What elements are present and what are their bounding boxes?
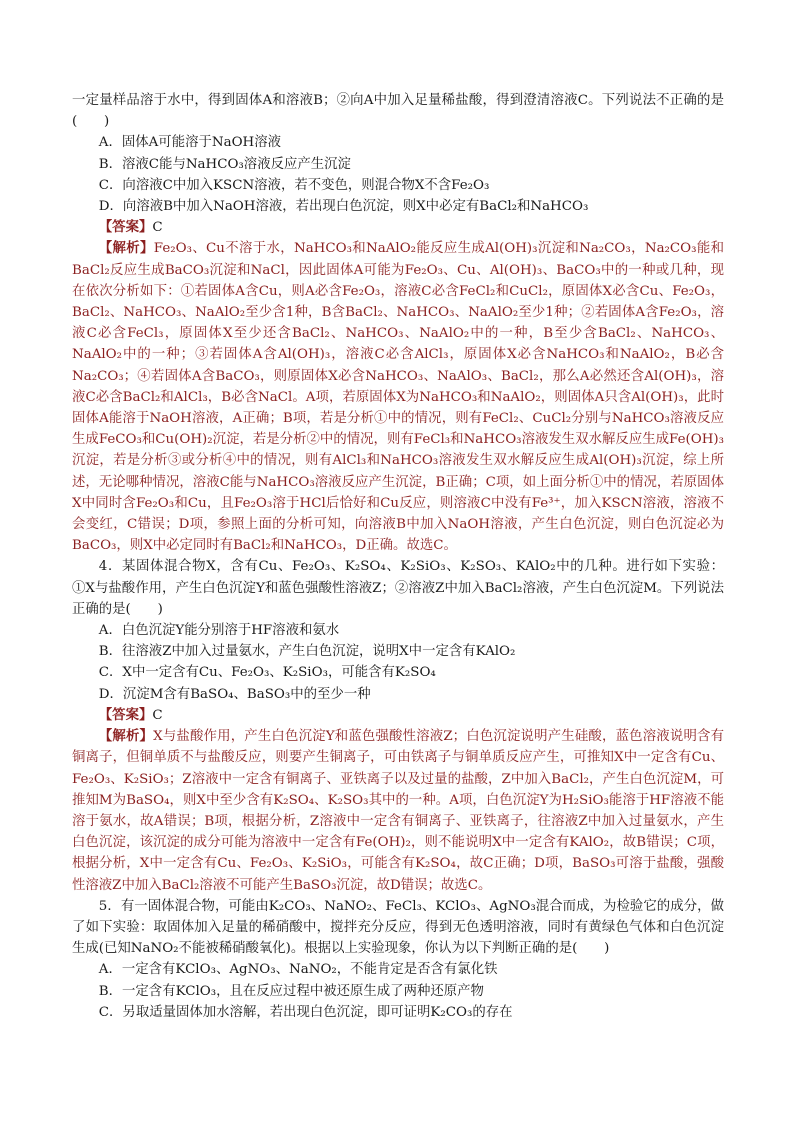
q5-option-c: C．另取适量固体加水溶解，若出现白色沉淀，即可证明K₂CO₃的存在 xyxy=(98,1004,513,1020)
q4-option-a: A．白色沉淀Y能分别溶于HF溶液和氨水 xyxy=(98,623,340,639)
q4-answer xyxy=(72,705,724,726)
analysis-label: 【解析】 xyxy=(98,728,154,745)
q4-analysis xyxy=(72,726,724,896)
q3-stem-continued: 一定量样品溶于水中，得到固体A和溶液B；②向A中加入足量稀盐酸，得到澄清溶液C。下列说法不正确的是( ) xyxy=(72,93,724,130)
q5-option-a: A．一定含有KClO₃、AgNO₃、NaNO₂，不能肯定是否含有氯化铁 xyxy=(98,962,498,978)
q4-option-d: D．沉淀M含有BaSO₄、BaSO₃中的至少一种 xyxy=(98,686,371,702)
answer-value: C xyxy=(152,220,163,236)
analysis-text: X与盐酸作用，产生白色沉淀Y和蓝色强酸性溶液Z；白色沉淀说明产生硅酸，蓝色溶液说明含有铜离子，但铜单质不与盐酸反应，则要产生铜离子，可由铁离子与铜单质反应产生，可推知X中一定含有Cu、Fe₂O₃、K₂SiO₃；Z溶液中一定含有铜离子、亚铁离子以及过量的盐酸，Z中加入BaCl₂，产生白色沉淀M，可推知M为BaSO₄，则X中至少含有K₂SO₄、K₂SO₃其中的一种。A项，白色沉淀Y为H₂SiO₃能溶于HF溶液不能溶于氨水，故A错误；B项，根据分析，Z溶液中一定含有铜离子、亚铁离子，往溶液Z中加入过量氨水，产生白色沉淀，该沉淀的成分可能为溶液中一定含有Fe(OH)₂，则不能说明X中一定含有KAlO₂，故B错误；C项，根据分析，X中一定含有Cu、Fe₂O₃、K₂SiO₃，可能含有K₂SO₄，故C正确；D项，BaSO₃可溶于盐酸，强酸性溶液Z中加入BaCl₂溶液不可能产生BaSO₃沉淀，故D错误；故选C。 xyxy=(72,729,724,893)
answer-label: 【答案】 xyxy=(98,706,153,723)
q5-stem: 5．有一固体混合物，可能由K₂CO₃、NaNO₂、FeCl₃、KClO₃、AgNO₃混合而成，为检验它的成分，做了如下实验：取固体加入足量的稀硝酸中，搅拌充分反应，得到无色透明溶液，同时有黄绿色气体和白色沉淀生成(已知NaNO₂不能被稀硝酸氧化)。根据以上实验现象，你认为以下判断正确的是( ) xyxy=(72,898,724,957)
q3-answer xyxy=(72,217,724,238)
q4-option-c: C．X中一定含有Cu、Fe₂O₃、K₂SiO₃，可能含有K₂SO₄ xyxy=(98,665,436,681)
document-page xyxy=(72,90,724,1023)
q3-option-b: B．溶液C能与NaHCO₃溶液反应产生沉淀 xyxy=(98,156,351,172)
q4-option-b: B．往溶液Z中加入过量氨水，产生白色沉淀，说明X中一定含有KAlO₂ xyxy=(98,644,516,660)
q5-option-b: B．一定含有KClO₃，且在反应过程中被还原生成了两种还原产物 xyxy=(98,983,484,999)
analysis-label: 【解析】 xyxy=(98,240,154,257)
q4-stem: 4．某固体混合物X，含有Cu、Fe₂O₃、K₂SO₄、K₂SiO₃、K₂SO₃、KAlO₂中的几种。进行如下实验：①X与盐酸作用，产生白色沉淀Y和蓝色强酸性溶液Z；②溶液Z中加入BaCl₂溶液，产生白色沉淀M。下列说法正确的是( ) xyxy=(72,559,724,617)
q3-analysis xyxy=(72,238,724,556)
analysis-text: Fe₂O₃、Cu不溶于水，NaHCO₃和NaAlO₂能反应生成Al(OH)₃沉淀和Na₂CO₃，Na₂CO₃能和BaCl₂反应生成BaCO₃沉淀和NaCl，因此固体A可能为Fe₂O₃、Cu、Al(OH)₃、BaCO₃中的一种或几种，现在依次分析如下：①若固体A含Cu，则A必含Fe₂O₃，溶液C必含FeCl₂和CuCl₂，原固体X必含Cu、Fe₂O₃，BaCl₂、NaHCO₃、NaAlO₂至少含1种，B含BaCl₂、NaHCO₃、NaAlO₂至少1种；②若固体A含Fe₂O₃，溶液C必含FeCl₃，原固体X至少还含BaCl₂、NaHCO₃、NaAlO₂中的一种，B至少含BaCl₂、NaHCO₃、NaAlO₂中的一种；③若固体A含Al(OH)₃，溶液C必含AlCl₃，原固体X必含NaHCO₃和NaAlO₂，B必含Na₂CO₃；④若固体A含BaCO₃，则原固体X必含NaHCO₃、NaAlO₃、BaCl₂，那么A必然还含Al(OH)₃，溶液C必含BaCl₂和AlCl₃，B必含NaCl。A项，若原固体X为NaHCO₃和NaAlO₂，则固体A只含Al(OH)₃，此时固体A能溶于NaOH溶液，A正确；B项，若是分析①中的情况，则有FeCl₂、CuCl₂分别与NaHCO₃溶液反应生成FeCO₃和Cu(OH)₂沉淀，若是分析②中的情况，则有FeCl₃和NaHCO₃溶液发生双水解反应生成Fe(OH)₃沉淀，若是分析③或分析④中的情况，则有AlCl₃和NaHCO₃溶液发生双水解反应生成Al(OH)₃沉淀，综上所述，无论哪种情况，溶液C能与NaHCO₃溶液反应产生沉淀，B正确；C项，如上面分析①中的情况，若原固体X中同时含Fe₂O₃和Cu，且Fe₂O₃溶于HCl后恰好和Cu反应，则溶液C中没有Fe³⁺，加入KSCN溶液，溶液不会变红，C错误；D项，参照上面的分析可知，向溶液B中加入NaOH溶液，产生白色沉淀，则白色沉淀必为BaCO₃，则X中必定同时有BaCl₂和NaHCO₃，D正确。故选C。 xyxy=(72,241,724,554)
q3-option-d: D．向溶液B中加入NaOH溶液，若出现白色沉淀，则X中必定有BaCl₂和NaHCO₃ xyxy=(98,199,589,215)
answer-label: 【答案】 xyxy=(98,219,153,236)
answer-value: C xyxy=(152,707,163,723)
q3-option-c: C．向溶液C中加入KSCN溶液，若不变色，则混合物X不含Fe₂O₃ xyxy=(98,177,490,193)
q3-option-a: A．固体A可能溶于NaOH溶液 xyxy=(98,135,282,151)
